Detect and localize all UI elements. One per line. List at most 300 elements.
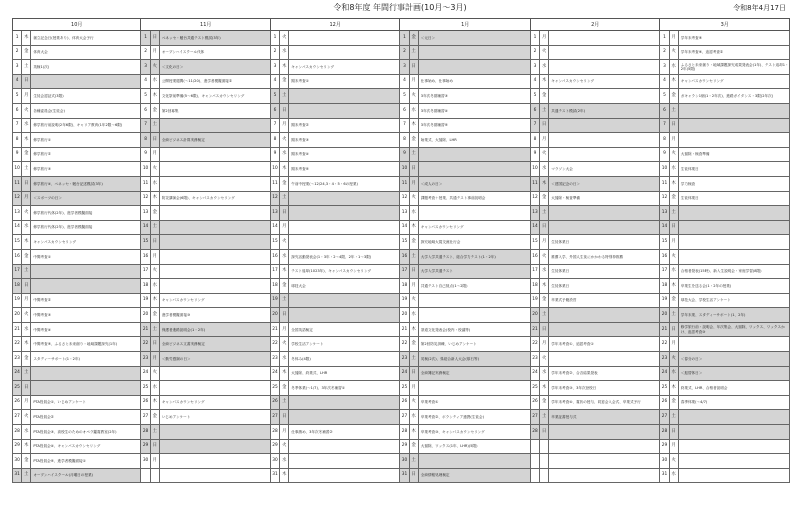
- weekday: 土: [409, 147, 418, 162]
- weekday: 金: [150, 308, 159, 323]
- weekday: 金: [669, 395, 678, 410]
- event-cell: 卒業生を送る会(1・2年の授業): [678, 279, 789, 294]
- weekday: 金: [150, 103, 159, 118]
- day-number: 31: [13, 468, 22, 483]
- event-cell: いじめアンケート: [159, 410, 270, 425]
- weekday: 水: [540, 264, 549, 279]
- event-cell: 春季休業(～4/7): [678, 395, 789, 410]
- event-cell: [159, 220, 270, 235]
- event-cell: 期末考査②: [289, 118, 400, 133]
- day-number: 1: [13, 31, 22, 46]
- weekday: 日: [540, 425, 549, 440]
- day-number: 24: [530, 366, 539, 381]
- weekday: 月: [409, 279, 418, 294]
- day-number: 14: [141, 220, 150, 235]
- event-cell: オープンハイスクール(月曜日の授業): [31, 468, 141, 483]
- event-cell: 終業式、LHR、合格者説明会: [678, 381, 789, 396]
- table-row: [13, 454, 790, 469]
- weekday: 水: [409, 308, 418, 323]
- event-cell: PTA役員会⑤、進学者模擬面接①: [31, 454, 141, 469]
- day-number: 24: [660, 366, 669, 381]
- event-cell: 全商簿記実務検定: [418, 366, 530, 381]
- event-cell: 中間考査①: [31, 249, 141, 264]
- table-row: [13, 293, 790, 308]
- table-row: [13, 366, 790, 381]
- event-cell: [31, 366, 141, 381]
- day-number: 24: [141, 366, 150, 381]
- event-cell: キャンパスカウンセリング: [159, 395, 270, 410]
- day-number: 20: [141, 308, 150, 323]
- event-cell: [549, 118, 660, 133]
- weekday: 金: [22, 352, 31, 367]
- event-cell: [289, 191, 400, 206]
- day-number: 2: [660, 45, 669, 60]
- weekday: 日: [669, 322, 678, 337]
- event-cell: キャンパスカウンセリング: [418, 220, 530, 235]
- weekday: 日: [280, 103, 289, 118]
- weekday: 木: [409, 425, 418, 440]
- weekday: 金: [409, 235, 418, 250]
- table-row: [13, 337, 790, 352]
- day-number: 30: [660, 454, 669, 469]
- day-number: 7: [270, 118, 279, 133]
- table-row: [13, 206, 790, 221]
- table-row: [13, 235, 790, 250]
- day-number: 15: [13, 235, 22, 250]
- day-number: 15: [141, 235, 150, 250]
- weekday: 火: [669, 147, 678, 162]
- weekday: 水: [540, 366, 549, 381]
- weekday: 水: [540, 60, 549, 75]
- event-cell: キャンパスカウンセリング: [678, 74, 789, 89]
- day-number: 6: [400, 103, 409, 118]
- weekday: 水: [409, 410, 418, 425]
- event-cell: 探究地域大賞交流壮行会: [418, 235, 530, 250]
- day-number: 26: [270, 395, 279, 410]
- weekday: 土: [150, 118, 159, 133]
- day-number: 19: [660, 293, 669, 308]
- day-number: 10: [400, 162, 409, 177]
- day-number: 15: [530, 235, 539, 250]
- event-cell: [418, 381, 530, 396]
- day-number: 21: [400, 322, 409, 337]
- weekday: 木: [280, 366, 289, 381]
- weekday: 金: [409, 439, 418, 454]
- day-number: 30: [270, 454, 279, 469]
- event-cell: [159, 206, 270, 221]
- day-number: 24: [400, 366, 409, 381]
- weekday: 月: [150, 147, 159, 162]
- event-cell: PTA役員会④、キャンパスカウンセリング: [31, 439, 141, 454]
- event-cell: 学年末考査⑥、追認考査②: [678, 45, 789, 60]
- event-cell: [678, 235, 789, 250]
- event-cell: [289, 45, 400, 60]
- day-number: 29: [400, 439, 409, 454]
- weekday: 土: [409, 352, 418, 367]
- day-number: 21: [141, 322, 150, 337]
- weekday: 土: [22, 366, 31, 381]
- weekday: 日: [280, 206, 289, 221]
- weekday: 土: [409, 45, 418, 60]
- table-row: [13, 89, 790, 104]
- event-cell: [678, 425, 789, 440]
- weekday: 土: [150, 220, 159, 235]
- event-cell: [159, 454, 270, 469]
- weekday: 木: [540, 279, 549, 294]
- event-cell: 球技大会: [289, 279, 400, 294]
- day-number: 18: [270, 279, 279, 294]
- event-cell: [418, 45, 530, 60]
- day-number: 8: [400, 133, 409, 148]
- day-number: 20: [13, 308, 22, 323]
- day-number: 25: [660, 381, 669, 396]
- event-cell: 進学者模擬面接③: [159, 308, 270, 323]
- day-number: 21: [13, 322, 22, 337]
- month-header: 11月: [141, 19, 270, 31]
- day-number: 20: [270, 308, 279, 323]
- weekday: 日: [669, 425, 678, 440]
- event-cell: [289, 454, 400, 469]
- weekday: 月: [280, 118, 289, 133]
- day-number: 13: [400, 206, 409, 221]
- weekday: 日: [150, 235, 159, 250]
- month-header: 1月: [400, 19, 531, 31]
- weekday: 土: [22, 162, 31, 177]
- table-row: [13, 264, 790, 279]
- day-number: 18: [13, 279, 22, 294]
- table-row: [13, 45, 790, 60]
- event-cell: 公開授業週間(～11/20)、進学者模擬面接②: [159, 74, 270, 89]
- event-cell: 修学旅行④、ベネッセ・駿台記述模試(3年): [31, 176, 141, 191]
- weekday: 日: [409, 162, 418, 177]
- day-number: 7: [13, 118, 22, 133]
- day-number: 11: [660, 176, 669, 191]
- event-cell: [31, 381, 141, 396]
- event-cell: キャンパスカウンセリング: [31, 235, 141, 250]
- weekday: 日: [409, 366, 418, 381]
- event-cell: 全商ビジネス文書実務検定: [159, 337, 270, 352]
- day-number: 27: [270, 410, 279, 425]
- event-cell: 全商ビジネス計算実務検定: [159, 133, 270, 148]
- weekday: 金: [409, 337, 418, 352]
- weekday: 火: [150, 366, 159, 381]
- event-cell: 卒業証書授与式: [549, 410, 660, 425]
- weekday: 木: [669, 74, 678, 89]
- weekday: 水: [280, 249, 289, 264]
- event-cell: 保護者進路説明会(1・2年): [159, 322, 270, 337]
- weekday: [540, 468, 549, 483]
- weekday: 日: [409, 468, 418, 483]
- day-number: 15: [660, 235, 669, 250]
- weekday: 金: [22, 147, 31, 162]
- weekday: 水: [669, 162, 678, 177]
- event-cell: 各種委員会(生徒会): [31, 103, 141, 118]
- event-cell: 3年次冬期補習④: [418, 103, 530, 118]
- day-number: 16: [270, 249, 279, 264]
- day-number: 9: [270, 147, 279, 162]
- month-header: 10月: [13, 19, 141, 31]
- weekday: 火: [150, 162, 159, 177]
- day-number: 25: [141, 381, 150, 396]
- weekday: 火: [150, 60, 159, 75]
- day-number: 3: [660, 60, 669, 75]
- event-cell: マラソン大会: [549, 162, 660, 177]
- event-cell: キャンパスカウンセリング: [289, 60, 400, 75]
- day-number: 1: [400, 31, 409, 46]
- event-cell: ＜春分の日＞: [678, 352, 789, 367]
- weekday: [540, 439, 549, 454]
- weekday: 月: [669, 439, 678, 454]
- weekday: 金: [280, 176, 289, 191]
- event-cell: 修学旅行代休(2年)、進学者模擬面接: [31, 220, 141, 235]
- day-number: 1: [141, 31, 150, 46]
- day-number: 20: [400, 308, 409, 323]
- day-number: 1: [660, 31, 669, 46]
- event-cell: [159, 366, 270, 381]
- table-row: [13, 74, 790, 89]
- day-number: 16: [13, 249, 22, 264]
- event-cell: [678, 337, 789, 352]
- event-cell: 中間考査②: [31, 293, 141, 308]
- day-number: [141, 468, 150, 483]
- day-number: 10: [660, 162, 669, 177]
- event-cell: [549, 308, 660, 323]
- weekday: 木: [150, 395, 159, 410]
- event-cell: [159, 162, 270, 177]
- weekday: 木: [150, 191, 159, 206]
- day-number: 14: [660, 220, 669, 235]
- event-cell: 中間考査③: [31, 308, 141, 323]
- weekday: 土: [669, 206, 678, 221]
- weekday: 火: [280, 31, 289, 46]
- event-cell: 学年末考査③、3年次登校日: [549, 381, 660, 396]
- weekday: 土: [280, 191, 289, 206]
- table-row: [13, 439, 790, 454]
- event-cell: 全国英語検定: [289, 322, 400, 337]
- event-cell: 全商情報処理検定: [418, 468, 530, 483]
- table-row: [13, 176, 790, 191]
- event-cell: [289, 31, 400, 46]
- day-number: 4: [400, 74, 409, 89]
- day-number: 17: [530, 264, 539, 279]
- table-row: [13, 352, 790, 367]
- weekday: 金: [540, 89, 549, 104]
- weekday: 水: [669, 60, 678, 75]
- day-number: 19: [530, 293, 539, 308]
- weekday: 火: [22, 410, 31, 425]
- event-cell: 生徒休業日: [549, 235, 660, 250]
- event-cell: 第2回防災訓練、いじめアンケート: [418, 337, 530, 352]
- weekday: 水: [150, 279, 159, 294]
- weekday: 土: [669, 103, 678, 118]
- weekday: 木: [540, 176, 549, 191]
- event-cell: 球技大会、学校生活アンケート: [678, 293, 789, 308]
- event-cell: 卒業考査①: [418, 395, 530, 410]
- weekday: 月: [22, 293, 31, 308]
- day-number: 5: [400, 89, 409, 104]
- weekday: 土: [409, 454, 418, 469]
- event-cell: 始業式、大掃除、LHR: [418, 133, 530, 148]
- day-number: 16: [660, 249, 669, 264]
- weekday: 火: [150, 264, 159, 279]
- event-cell: [289, 410, 400, 425]
- weekday: 土: [540, 103, 549, 118]
- day-number: 19: [13, 293, 22, 308]
- event-cell: 期末考査④: [289, 147, 400, 162]
- weekday: 火: [409, 293, 418, 308]
- weekday: 水: [409, 103, 418, 118]
- event-cell: [159, 264, 270, 279]
- weekday: 土: [540, 206, 549, 221]
- weekday: 土: [669, 410, 678, 425]
- weekday: 水: [669, 468, 678, 483]
- weekday: 土: [150, 425, 159, 440]
- event-cell: 3年次冬期補習⑤: [418, 118, 530, 133]
- event-cell: [159, 279, 270, 294]
- day-number: 28: [13, 425, 22, 440]
- day-number: 21: [270, 322, 279, 337]
- weekday: 火: [409, 89, 418, 104]
- day-number: 22: [530, 337, 539, 352]
- day-number: 12: [660, 191, 669, 206]
- weekday: 金: [540, 395, 549, 410]
- event-cell: キャンパスカウンセリング: [549, 74, 660, 89]
- day-number: 5: [13, 89, 22, 104]
- weekday: 木: [409, 220, 418, 235]
- event-cell: 生徒会認証式(3限): [31, 89, 141, 104]
- event-cell: [289, 293, 400, 308]
- event-cell: [549, 133, 660, 148]
- event-cell: 茶道文化発表会(校内・校議等): [418, 322, 530, 337]
- day-number: 3: [270, 60, 279, 75]
- day-number: 27: [13, 410, 22, 425]
- event-cell: 英検1(次): [31, 60, 141, 75]
- day-number: 8: [660, 133, 669, 148]
- weekday: 土: [409, 249, 418, 264]
- table-row: [13, 162, 790, 177]
- event-cell: [549, 425, 660, 440]
- day-number: 17: [13, 264, 22, 279]
- event-cell: キャンパスカウンセリング: [159, 293, 270, 308]
- day-number: 14: [530, 220, 539, 235]
- issue-date: 令和8年4月17日: [733, 4, 786, 12]
- table-row: [13, 249, 790, 264]
- weekday: 日: [409, 264, 418, 279]
- day-number: 26: [530, 395, 539, 410]
- event-cell: [159, 118, 270, 133]
- event-cell: [549, 206, 660, 221]
- weekday: 月: [409, 74, 418, 89]
- weekday: 木: [22, 337, 31, 352]
- month-header: 12月: [270, 19, 399, 31]
- schedule-table: [12, 18, 790, 483]
- weekday: 土: [540, 308, 549, 323]
- day-number: 3: [400, 60, 409, 75]
- event-cell: [159, 249, 270, 264]
- day-number: 20: [660, 308, 669, 323]
- day-number: 17: [270, 264, 279, 279]
- day-number: 25: [530, 381, 539, 396]
- weekday: 木: [22, 31, 31, 46]
- day-number: 10: [270, 162, 279, 177]
- event-cell: ＜勤労感謝の日＞: [159, 352, 270, 367]
- day-number: 20: [530, 308, 539, 323]
- weekday: 木: [280, 162, 289, 177]
- weekday: 水: [409, 206, 418, 221]
- day-number: 24: [270, 366, 279, 381]
- day-number: 27: [400, 410, 409, 425]
- day-number: 25: [400, 381, 409, 396]
- day-number: 31: [400, 468, 409, 483]
- day-number: 28: [270, 425, 279, 440]
- event-cell: [549, 439, 660, 454]
- weekday: 火: [280, 133, 289, 148]
- event-cell: [549, 31, 660, 46]
- day-number: 22: [13, 337, 22, 352]
- event-cell: ＜成人の日＞: [418, 176, 530, 191]
- day-number: 28: [660, 425, 669, 440]
- event-cell: 修学旅行前・説明会、年次集会、大掃除、ワックス、ワックスかけ、追認考査③: [678, 322, 789, 337]
- event-cell: ＜建国記念の日＞: [549, 176, 660, 191]
- event-cell: 推薦入学、外国人生徒にかかわる特別枠推薦: [549, 249, 660, 264]
- weekday: 水: [280, 45, 289, 60]
- event-cell: [418, 206, 530, 221]
- day-number: 22: [270, 337, 279, 352]
- day-number: 17: [660, 264, 669, 279]
- event-cell: [678, 249, 789, 264]
- day-number: 31: [660, 468, 669, 483]
- event-cell: [549, 89, 660, 104]
- weekday: 日: [22, 176, 31, 191]
- weekday: 日: [540, 220, 549, 235]
- day-number: 4: [530, 74, 539, 89]
- weekday: 木: [409, 118, 418, 133]
- day-number: 4: [141, 74, 150, 89]
- weekday: 木: [540, 74, 549, 89]
- day-number: 10: [13, 162, 22, 177]
- day-number: 14: [13, 220, 22, 235]
- weekday: 月: [669, 235, 678, 250]
- table-row: [13, 118, 790, 133]
- weekday: 木: [669, 279, 678, 294]
- day-number: 29: [270, 439, 279, 454]
- weekday: 月: [669, 133, 678, 148]
- event-cell: [159, 468, 270, 483]
- weekday: 土: [22, 264, 31, 279]
- weekday: 土: [22, 468, 31, 483]
- weekday: 水: [22, 118, 31, 133]
- table-row: [13, 410, 790, 425]
- weekday: 月: [669, 31, 678, 46]
- day-number: 30: [400, 454, 409, 469]
- event-cell: PTA役員会①、いじめアンケート: [31, 395, 141, 410]
- day-number: 23: [270, 352, 279, 367]
- weekday: 木: [540, 381, 549, 396]
- weekday: 土: [280, 395, 289, 410]
- day-number: 3: [530, 60, 539, 75]
- weekday: 水: [280, 454, 289, 469]
- event-cell: 大掃除・検査準備: [549, 191, 660, 206]
- weekday: 火: [540, 352, 549, 367]
- table-row: [13, 220, 790, 235]
- weekday: 月: [280, 220, 289, 235]
- weekday: 金: [280, 279, 289, 294]
- weekday: 金: [280, 381, 289, 396]
- day-number: 9: [530, 147, 539, 162]
- day-number: 12: [400, 191, 409, 206]
- weekday: 日: [150, 439, 159, 454]
- weekday: 金: [409, 31, 418, 46]
